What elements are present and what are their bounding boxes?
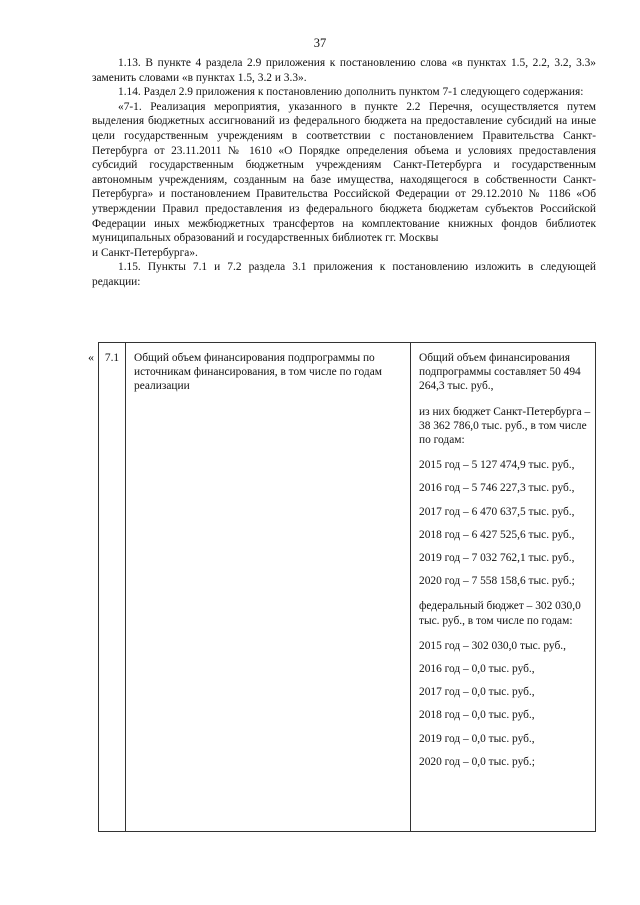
spb-year-2017: 2017 год – 6 470 637,5 тыс. руб.,: [419, 505, 575, 518]
spb-year-2018: 2018 год – 6 427 525,6 тыс. руб.,: [419, 528, 575, 541]
body-text: [92, 56, 596, 290]
paragraph-7-1-end: и Санкт-Петербурга».: [92, 246, 198, 259]
spb-budget: из них бюджет Санкт-Петербурга – 38 362 786,0 тыс. руб., в том числе по годам:: [419, 405, 591, 447]
table-row: [99, 343, 596, 832]
paragraph-1-15: 1.15. Пункты 7.1 и 7.2 раздела 3.1 приложения к постановлению изложить в следующей редакции:: [92, 261, 596, 288]
fed-year-2015: 2015 год – 302 030,0 тыс. руб.,: [419, 639, 566, 652]
row-label-cell: Общий объем финансирования подпрограммы по источникам финансирования, в том числе по годам реализации: [126, 343, 411, 832]
paragraph-7-1-text: «7-1. Реализация мероприятия, указанного в пункте 2.2 Перечня, осуществляется путем выделения бюджетных ассигнований из федерального бюджета на предоставление субсидий на иные цели государственным учреждениям в соответствии с постановлением Правительства Санкт-Петербурга от 23.11.2011 № 1610 «О Порядке определения объема и условиях предоставления субсидий государственным бюджетным учреждениям Санкт-Петербурга и государственным автономным учреждениям, созданным на базе имущества, находящегося в собственности Санкт-Петербурга» и постановлением Правительства Российской Федерации от 29.12.2010 № 1186 «Об утверждении Правил предоставления из федерального бюджета бюджетам субъектов Российской Федерации иных межбюджетных трансфертов на комплектование книжных фондов библиотек муниципальных образований и государственных библиотек гг. Москвы: [92, 100, 596, 245]
spb-year-2015: 2015 год – 5 127 474,9 тыс. руб.,: [419, 459, 575, 472]
spb-year-2020: 2020 год – 7 558 158,6 тыс. руб.;: [419, 575, 575, 588]
open-quote: «: [88, 350, 94, 364]
fed-year-2017: 2017 год – 0,0 тыс. руб.,: [419, 686, 535, 699]
page-number: 37: [313, 36, 327, 50]
row-number-cell: 7.1: [99, 343, 126, 832]
paragraph-1-14: 1.14. Раздел 2.9 приложения к постановлению дополнить пунктом 7-1 следующего содержания:: [118, 86, 584, 99]
financing-table: [98, 342, 596, 832]
fed-budget: федеральный бюджет – 302 030,0 тыс. руб., в том числе по годам:: [419, 600, 581, 627]
fed-year-2016: 2016 год – 0,0 тыс. руб.,: [419, 663, 535, 676]
spb-year-2019: 2019 год – 7 032 762,1 тыс. руб.,: [419, 552, 575, 565]
spb-year-2016: 2016 год – 5 746 227,3 тыс. руб.,: [419, 482, 575, 495]
row-value-cell: [411, 343, 596, 832]
total-financing: Общий объем финансирования подпрограммы составляет 50 494 264,3 тыс. руб.,: [419, 352, 581, 393]
fed-year-2018: 2018 год – 0,0 тыс. руб.,: [419, 709, 535, 722]
fed-year-2019: 2019 год – 0,0 тыс. руб.,: [419, 732, 535, 745]
fed-year-2020: 2020 год – 0,0 тыс. руб.;: [419, 755, 535, 768]
paragraph-1-13: 1.13. В пункте 4 раздела 2.9 приложения к постановлению слова «в пунктах 1.5, 2.2, 3.2, 3.3» заменить словами «в пунктах 1.5, 3.2 и 3.3».: [92, 57, 596, 84]
